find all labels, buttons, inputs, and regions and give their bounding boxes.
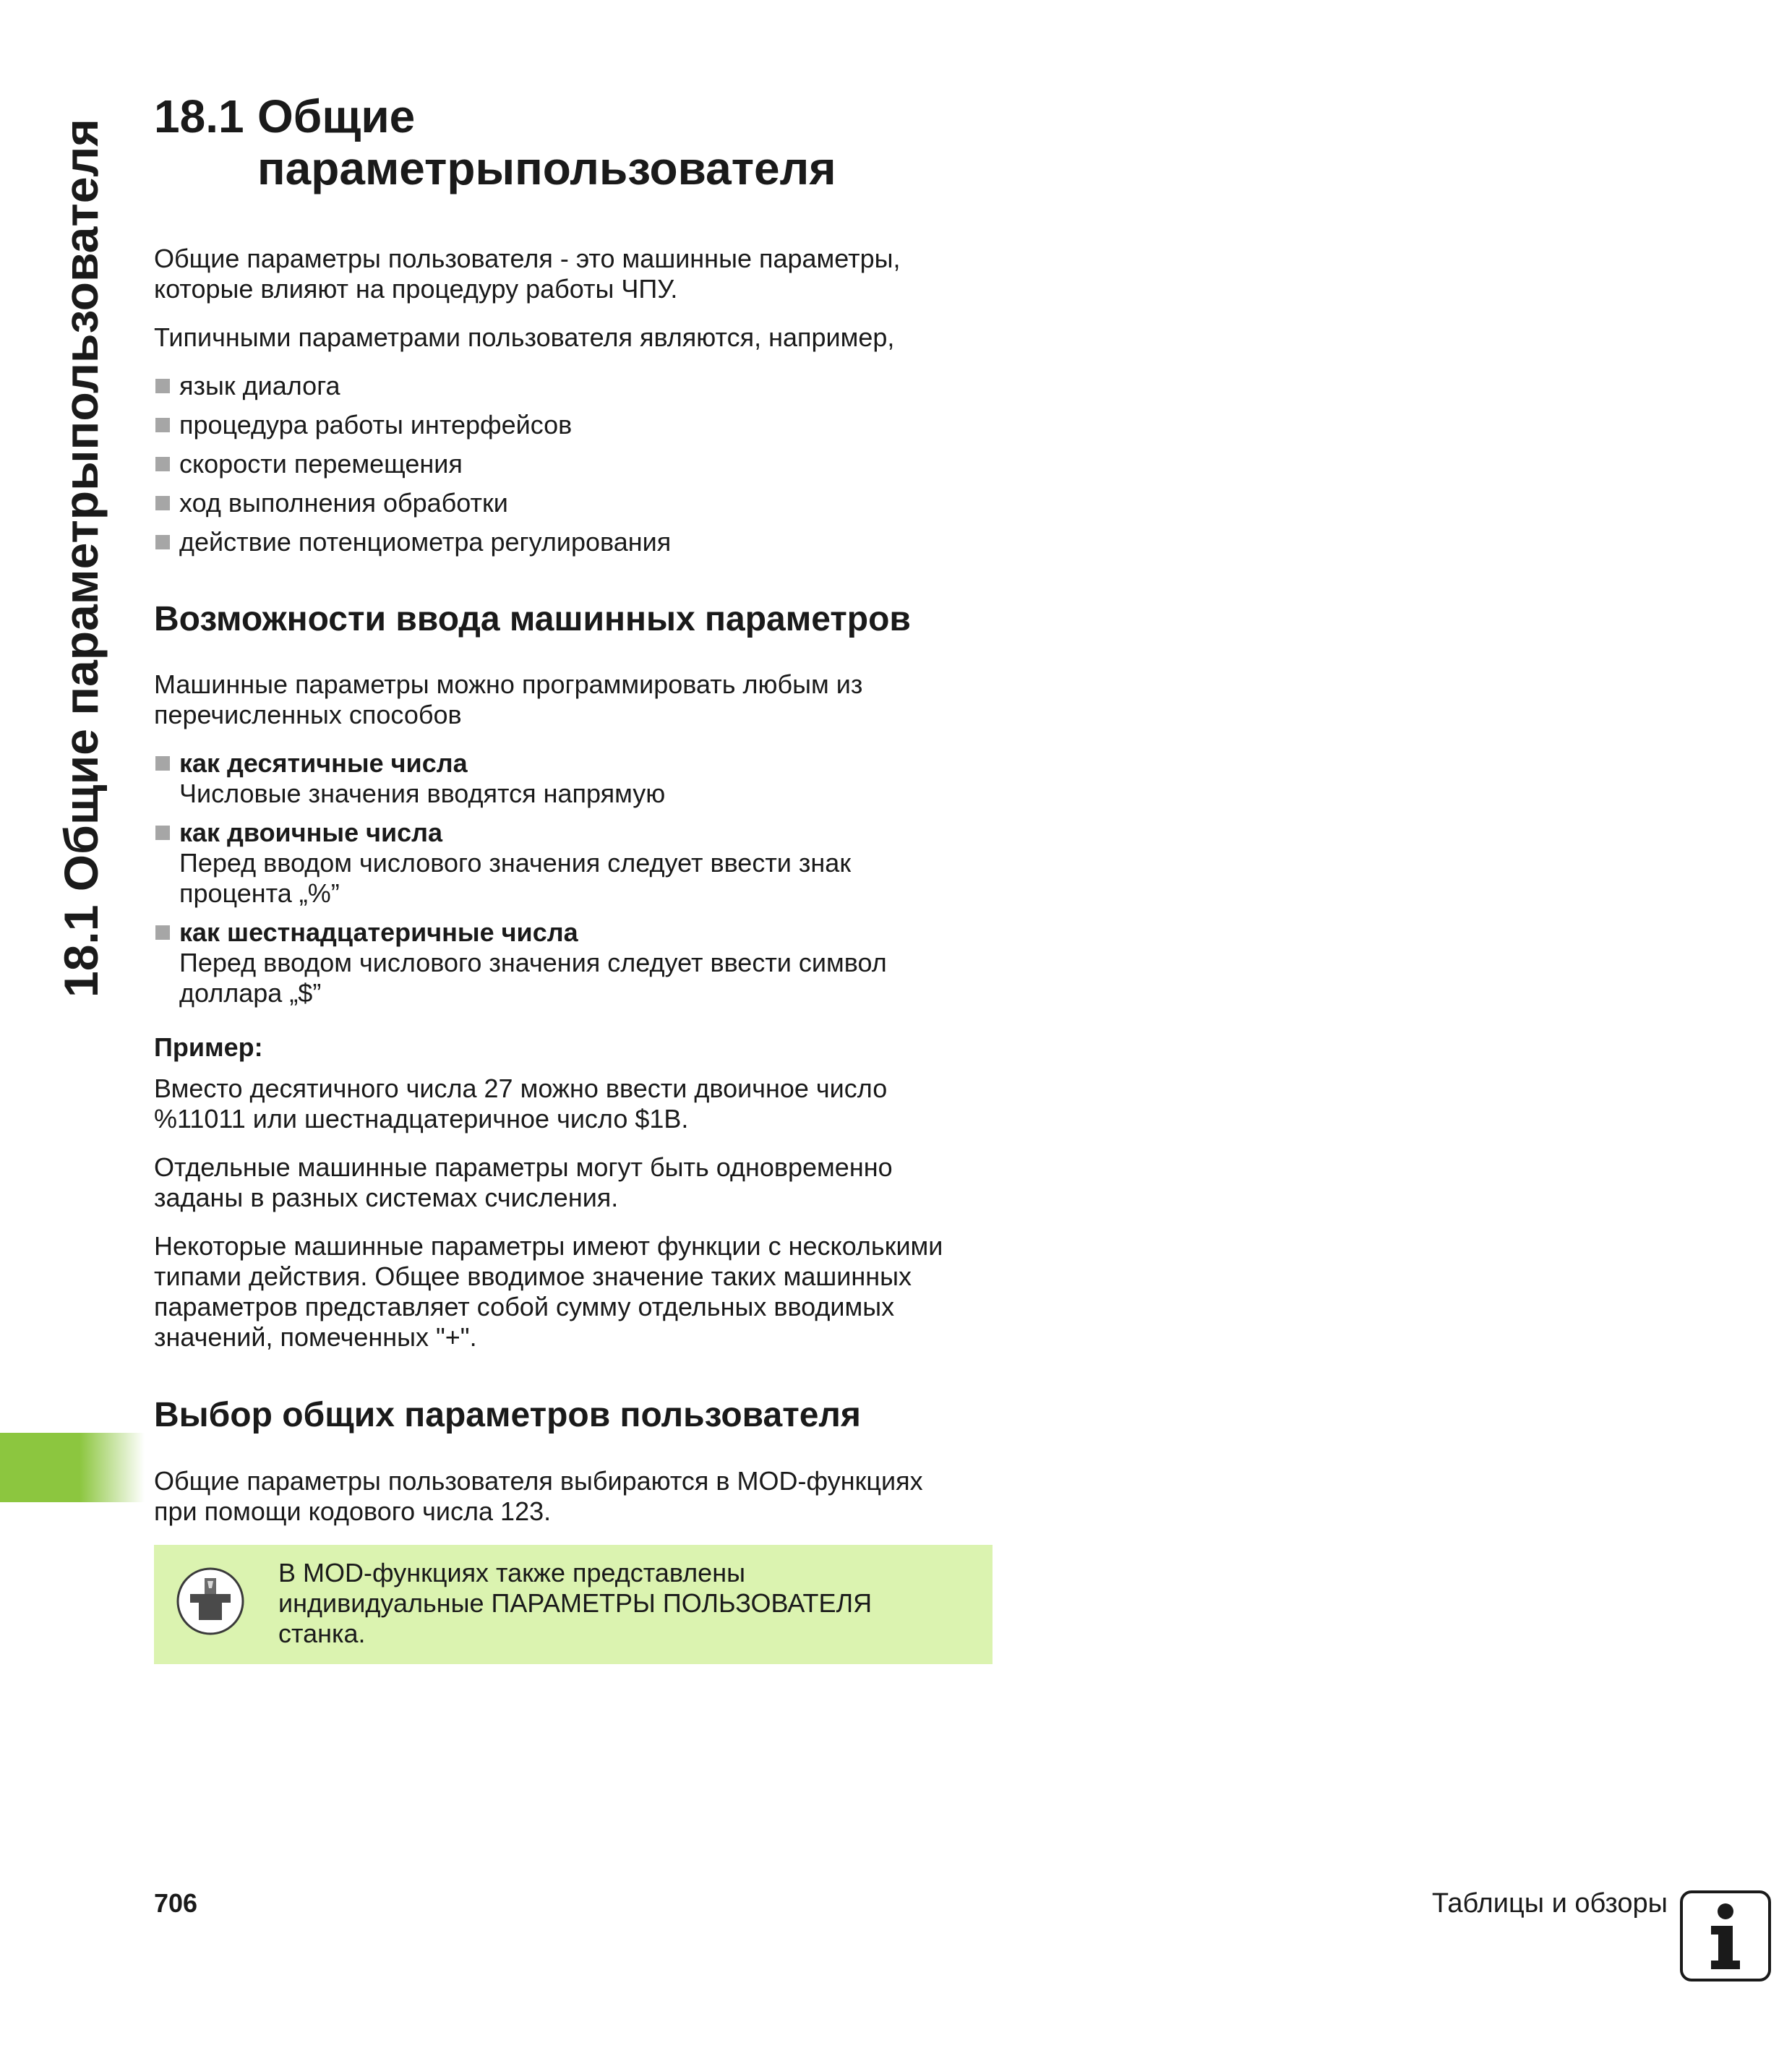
list-item — [154, 488, 993, 518]
list-item — [154, 410, 993, 440]
list-item-desc: Перед вводом числового значения следует ввести символ — [179, 948, 887, 977]
list-item-title: как шестнадцатеричные числа — [179, 917, 578, 947]
bullet-square-icon — [155, 925, 170, 940]
intro-line-2: которые влияют на процедуру работы ЧПУ. — [154, 274, 678, 304]
list-item-desc-2: процента „%” — [179, 878, 340, 908]
section-heading-select: Выбор общих параметров пользователя — [154, 1396, 861, 1434]
typical-params-intro: Типичными параметрами пользователя являются, например, — [154, 322, 895, 352]
bullet-square-icon — [155, 379, 170, 393]
bullet-square-icon — [155, 756, 170, 771]
list-item-desc: Перед вводом числового значения следует ввести знак — [179, 848, 852, 878]
list-item-text: ход выполнения обработки — [179, 488, 508, 518]
select-paragraph — [154, 1466, 993, 1527]
multi-function-line-2: типами действия. Общее вводимое значение таких машинных — [154, 1261, 912, 1291]
list-item-text: процедура работы интерфейсов — [179, 410, 573, 440]
intro-line-1: Общие параметры пользователя - это машинные параметры, — [154, 244, 901, 273]
page-title — [154, 90, 836, 194]
list-item-text: скорости перемещения — [179, 449, 463, 479]
list-item-text: язык диалога — [179, 371, 340, 400]
list-item-desc: Числовые значения вводятся напрямую — [179, 779, 666, 808]
input-intro-line-1: Машинные параметры можно программировать любым из — [154, 669, 863, 699]
note-line-3: станка. — [278, 1619, 366, 1648]
multi-function-line-1: Некоторые машинные параметры имеют функции с несколькими — [154, 1231, 943, 1261]
note-line-2: индивидуальные ПАРАМЕТРЫ ПОЛЬЗОВАТЕЛЯ — [278, 1588, 873, 1618]
bullet-square-icon — [155, 826, 170, 840]
list-item — [154, 371, 993, 401]
machine-note-icon — [176, 1567, 245, 1636]
example-label: Пример: — [154, 1032, 263, 1062]
number-systems-paragraph — [154, 1152, 993, 1213]
section-number: 18.1 — [154, 90, 244, 142]
list-item — [154, 449, 993, 479]
chapter-tab-marker — [0, 1433, 145, 1502]
machine-note-text — [278, 1558, 972, 1649]
example-paragraph — [154, 1074, 993, 1134]
sidebar-chapter-title: 18.1 Общие параметрыпользователя — [54, 119, 108, 998]
page-number: 706 — [154, 1888, 198, 1918]
info-icon — [1679, 1890, 1772, 1982]
list-item-title: как двоичные числа — [179, 818, 443, 847]
list-item — [154, 748, 993, 809]
example-line-1: Вместо десятичного числа 27 можно ввести двоичное число — [154, 1074, 888, 1103]
multi-function-line-3: параметров представляет собой сумму отдельных вводимых — [154, 1292, 895, 1321]
bullet-square-icon — [155, 535, 170, 549]
bullet-square-icon — [155, 418, 170, 432]
number-systems-line-1: Отдельные машинные параметры могут быть одновременно — [154, 1152, 893, 1182]
chapter-footer-title: Таблицы и обзоры — [1431, 1888, 1668, 1919]
input-intro-paragraph — [154, 669, 993, 730]
select-line-1: Общие параметры пользователя выбираются в MOD-функциях — [154, 1466, 923, 1496]
list-item-title: как десятичные числа — [179, 748, 468, 778]
title-line-2: параметрыпользователя — [257, 142, 836, 194]
input-intro-line-2: перечисленных способов — [154, 700, 462, 729]
list-item-text: действие потенциометра регулирования — [179, 527, 672, 557]
title-line-1: Общие — [257, 90, 416, 142]
multi-function-paragraph — [154, 1231, 993, 1353]
list-item — [154, 917, 993, 1008]
list-item — [154, 818, 993, 909]
list-item-desc-2: доллара „$” — [179, 978, 322, 1008]
section-heading-input: Возможности ввода машинных параметров — [154, 600, 911, 638]
bullet-square-icon — [155, 496, 170, 510]
intro-paragraph — [154, 244, 993, 304]
note-line-1: В MOD-функциях также представлены — [278, 1558, 745, 1588]
select-line-2: при помощи кодового числа 123. — [154, 1496, 552, 1526]
example-line-2: %11011 или шестнадцатеричное число $1B. — [154, 1104, 689, 1134]
bullet-square-icon — [155, 457, 170, 471]
multi-function-line-4: значений, помеченных "+". — [154, 1322, 477, 1352]
machine-note-box — [154, 1545, 993, 1664]
number-systems-line-2: заданы в разных системах счисления. — [154, 1183, 619, 1212]
list-item — [154, 527, 993, 557]
